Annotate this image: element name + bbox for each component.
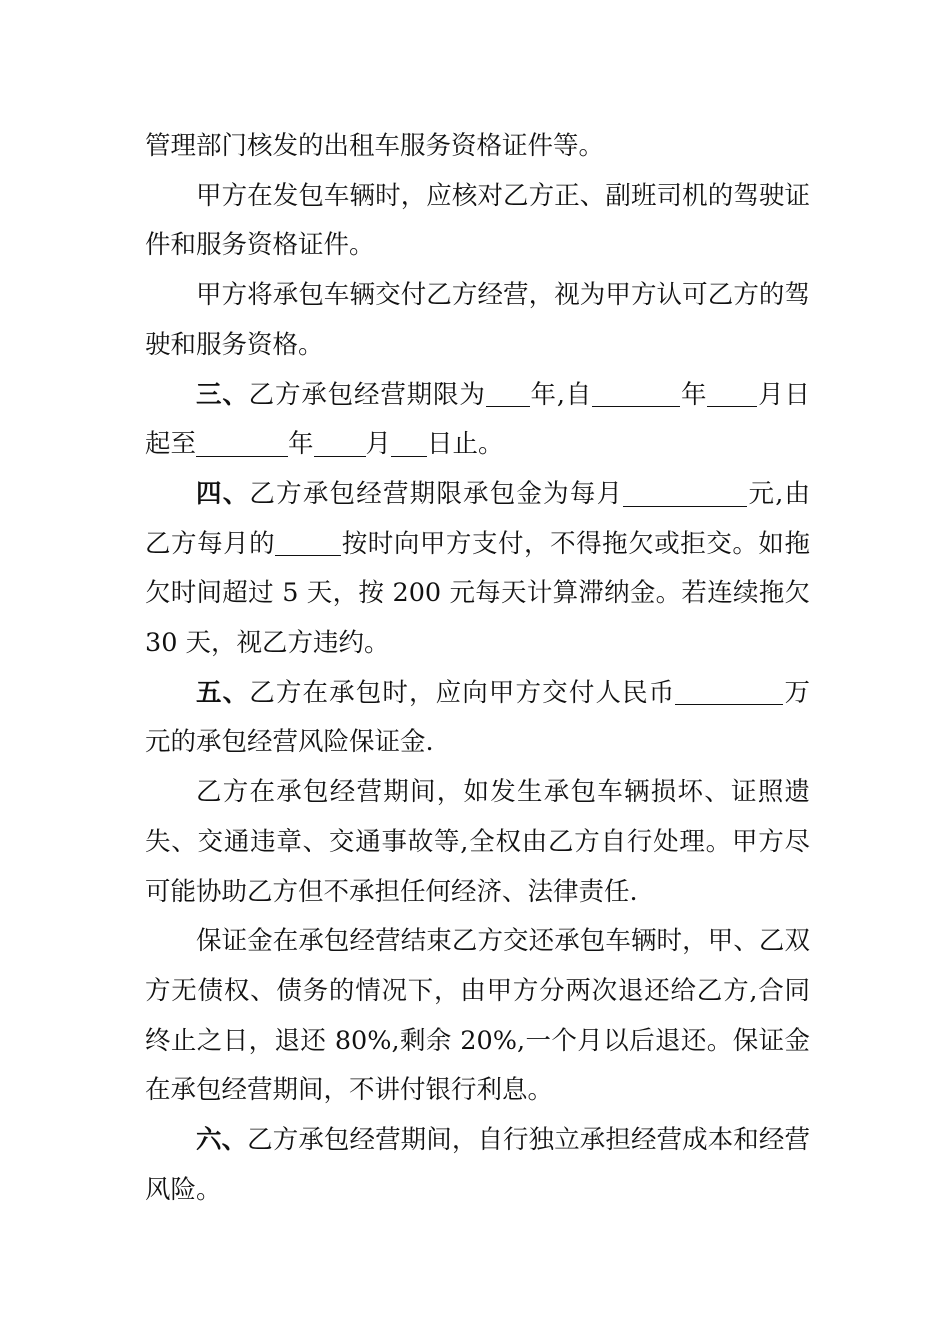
clause-text: 乙方在承包时，应向甲方交付人民币 <box>249 677 676 708</box>
clause-text: 月日起至 <box>145 379 810 460</box>
paragraph-liability: 乙方在承包经营期间，如发生承包车辆损坏、证照遗失、交通违章、交通事故等,全权由乙方自行处理。甲方尽可能协助乙方但不承担任何经济、法律责任. <box>145 777 810 907</box>
clause-text: 按时向甲方支付，不得拖欠或拒交。如拖欠时间超过 5 天，按 200 元每天计算滞纳金。若连续拖欠 30 天，视乙方违约。 <box>145 528 810 659</box>
document-page <box>145 122 810 1215</box>
blank-field[interactable] <box>486 379 530 407</box>
clause-text: 乙方承包经营期限承包金为每月 <box>249 478 624 509</box>
clause-number: 六、 <box>196 1125 248 1156</box>
blank-field[interactable] <box>314 429 366 457</box>
blank-field[interactable] <box>275 528 341 556</box>
clause-text: 乙方承包经营期限为 <box>248 379 486 410</box>
clause-text: 年 <box>680 379 708 410</box>
clause-text: 元,由乙方每月的 <box>145 478 810 559</box>
paragraph-deposit-refund: 保证金在承包经营结束乙方交还承包车辆时，甲、乙双方无债权、债务的情况下，由甲方分两次退还给乙方,合同终止之日，退还 80%,剩余 20%,一个月以后退还。保证金在承包经营期间，不讲付银行利息。 <box>145 926 810 1106</box>
clause-text: 年,自 <box>529 379 593 410</box>
blank-field[interactable] <box>391 429 427 457</box>
paragraph-license-check: 甲方在发包车辆时，应核对乙方正、副班司机的驾驶证件和服务资格证件。 <box>145 180 810 261</box>
clause-4-fee <box>145 470 810 669</box>
clause-6-risk <box>145 1116 810 1215</box>
clause-number: 三、 <box>196 379 249 410</box>
paragraph-continuation: 管理部门核发的出租车服务资格证件等。 <box>145 131 605 161</box>
clause-3-term <box>145 371 810 470</box>
paragraph-handover: 甲方将承包车辆交付乙方经营，视为甲方认可乙方的驾驶和服务资格。 <box>145 280 810 360</box>
blank-field[interactable] <box>707 379 757 407</box>
clause-text: 年 <box>288 429 314 460</box>
clause-5-deposit <box>145 669 810 768</box>
blank-field[interactable] <box>196 429 288 457</box>
clause-number: 四、 <box>196 478 250 509</box>
clause-text: 月 <box>365 429 392 460</box>
clause-text: 乙方承包经营期间，自行独立承担经营成本和经营风险。 <box>145 1125 810 1205</box>
clause-text: 万元的承包经营风险保证金. <box>145 677 810 758</box>
blank-field[interactable] <box>675 678 783 706</box>
clause-text: 日止。 <box>427 429 504 460</box>
blank-field[interactable] <box>592 379 680 407</box>
clause-number: 五、 <box>196 677 250 708</box>
blank-field[interactable] <box>623 479 747 507</box>
